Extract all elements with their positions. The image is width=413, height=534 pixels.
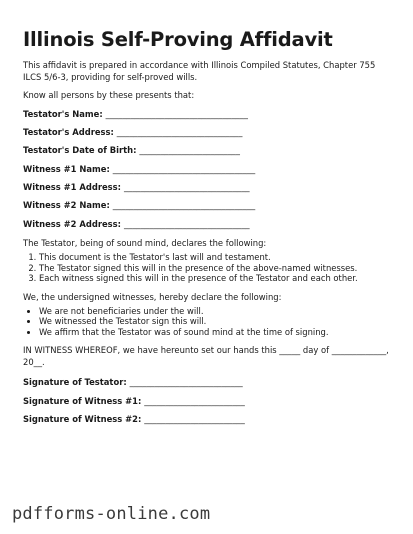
testator-name-field	[23, 109, 393, 120]
list-item: 3. Each witness signed this will in the presence of the Testator and each other.	[39, 273, 393, 283]
list-item: • We witnessed the Testator sign this will.	[39, 316, 393, 326]
list-item: 1. This document is the Testator's last will and testament.	[39, 252, 393, 262]
witness2-signature-field	[23, 414, 393, 425]
testator-signature-field	[23, 377, 393, 388]
list-item: • We are not beneficiaries under the will.	[39, 306, 393, 316]
affidavit-document	[23, 28, 393, 425]
field-label: Testator's Address:	[23, 126, 114, 137]
field-label: Witness #2 Name:	[23, 200, 110, 211]
blank-line: ________________________	[139, 145, 240, 156]
blank-line: ________________________	[144, 414, 245, 425]
testator-address-field	[23, 127, 393, 138]
in-witness-paragraph: IN WITNESS WHEREOF, we have hereunto set our hands this _____ day of _____________, 20__.	[23, 345, 389, 367]
blank-line: ______________________________	[123, 182, 250, 193]
intro-paragraph: This affidavit is prepared in accordance with Illinois Compiled Statutes, Chapter 755 ILCS 5/6-3, providing for self-proved wills.	[23, 60, 376, 82]
party-fields	[23, 109, 393, 230]
document-title: Illinois Self-Proving Affidavit	[23, 28, 333, 51]
field-label: Witness #2 Address:	[23, 218, 122, 229]
blank-line: __________________________________	[112, 200, 256, 211]
testator-declarations-list	[23, 252, 393, 283]
blank-line: ________________________	[144, 395, 245, 406]
signature-block	[23, 377, 393, 425]
list-item: • We affirm that the Testator was of sound mind at the time of signing.	[39, 327, 393, 337]
blank-line: ______________________________	[123, 218, 250, 229]
witness-declarations-list	[23, 306, 393, 337]
field-label: Witness #1 Name:	[23, 163, 110, 174]
blank-line: ______________________________	[116, 126, 243, 137]
know-all-paragraph: Know all persons by these presents that:	[23, 90, 195, 100]
testator-declares-paragraph: The Testator, being of sound mind, declares the following:	[23, 237, 267, 248]
field-label: Signature of Witness #1:	[23, 395, 142, 406]
witness1-address-field	[23, 182, 393, 193]
witness2-name-field	[23, 200, 393, 211]
field-label: Witness #1 Address:	[23, 182, 122, 193]
witness1-signature-field	[23, 396, 393, 407]
witness2-address-field	[23, 219, 393, 230]
witness1-name-field	[23, 164, 393, 175]
witnesses-declare-paragraph: We, the undersigned witnesses, hereby declare the following:	[23, 291, 282, 302]
site-watermark: pdfforms-online.com	[12, 504, 211, 524]
field-label: Testator's Name:	[23, 108, 103, 119]
field-label: Signature of Testator:	[23, 377, 127, 388]
blank-line: __________________________________	[105, 108, 248, 119]
field-label: Signature of Witness #2:	[23, 414, 142, 425]
testator-dob-field	[23, 145, 393, 156]
field-label: Testator's Date of Birth:	[23, 145, 137, 156]
list-item: 2. The Testator signed this will in the presence of the above-named witnesses.	[39, 263, 393, 273]
blank-line: __________________________________	[112, 163, 256, 174]
blank-line: ___________________________	[129, 377, 243, 388]
